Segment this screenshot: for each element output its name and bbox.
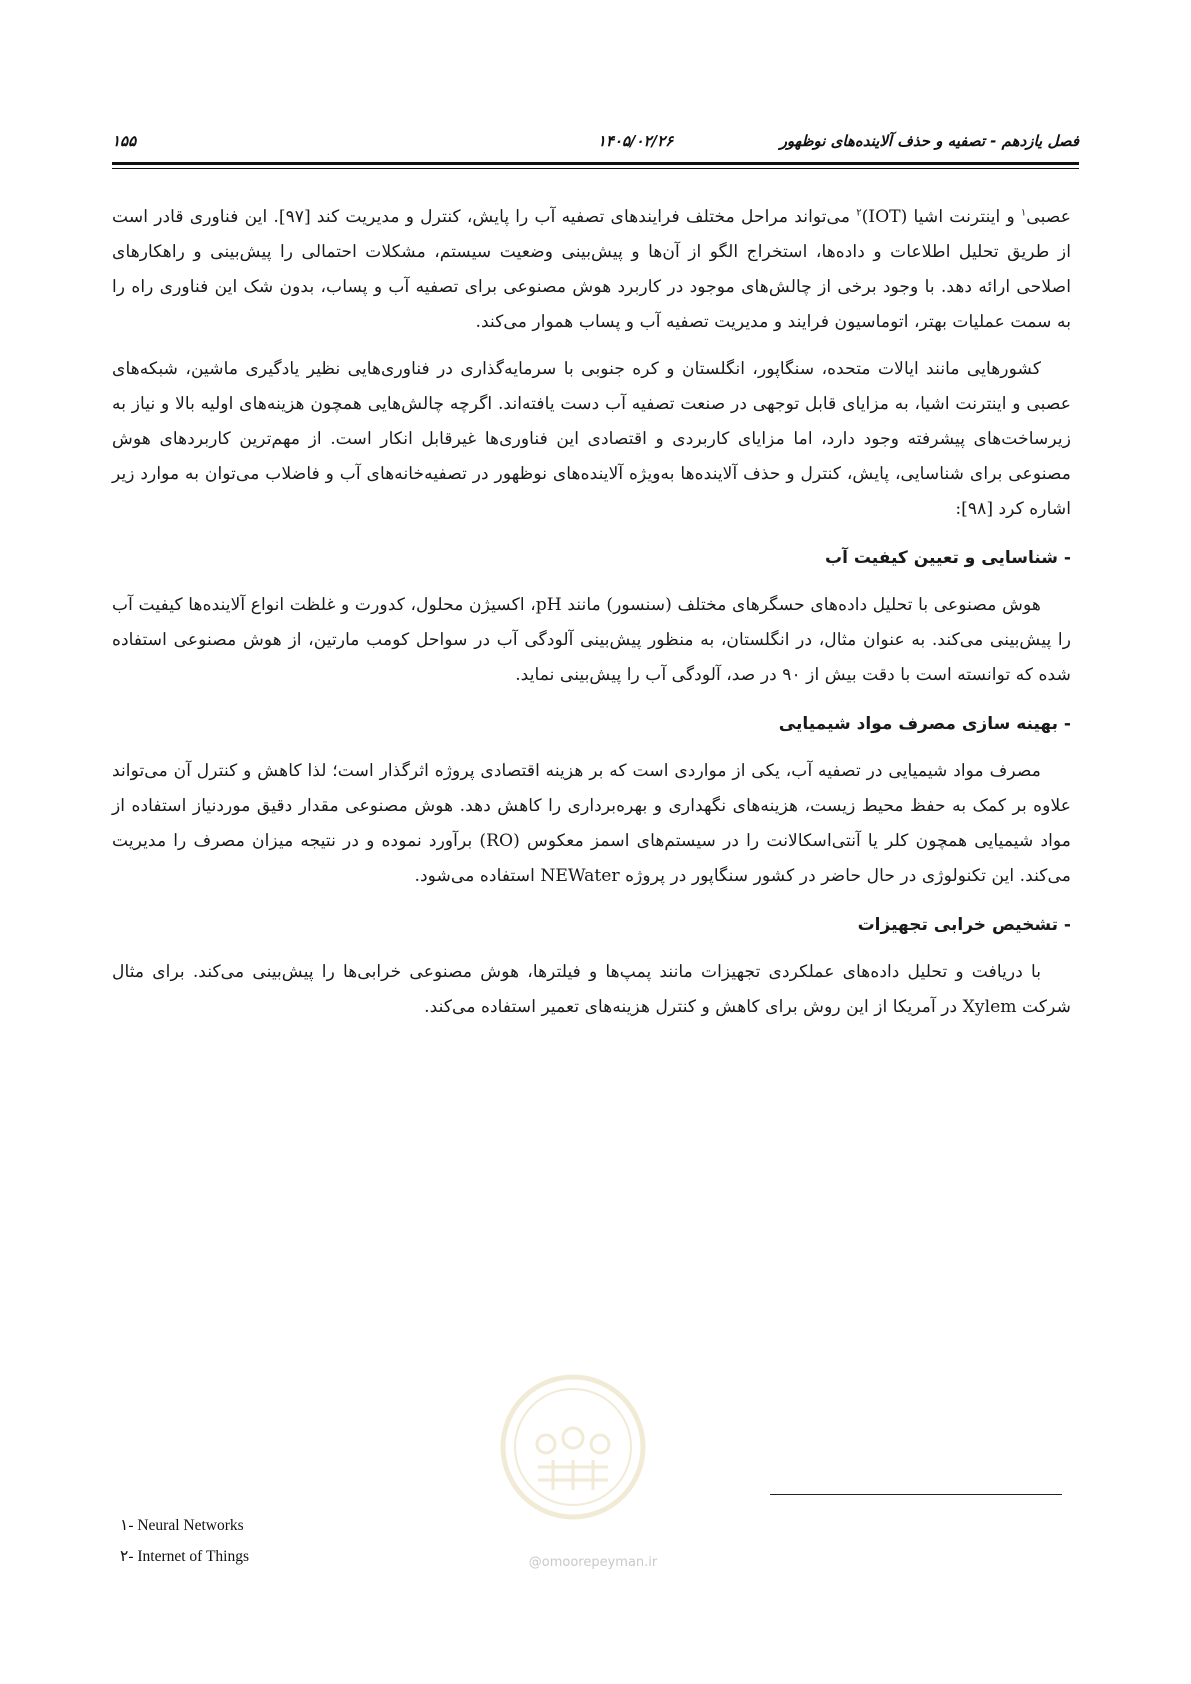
watermark-site: @omoorepeyman.ir xyxy=(528,1555,658,1570)
footnote-1: ۱- Neural Networks xyxy=(120,1517,244,1534)
watermark-seal-icon xyxy=(498,1372,648,1522)
header-date: ۱۴۰۵/۰۲/۲۶ xyxy=(597,132,674,150)
paragraph: عصبی$^۱$ و اینترنت اشیا (IOT)$^۲$ می‌تواند مراحل مختلف فرایندهای تصفیه آب را پایش، کنترل و مدیریت کند [۹۷]. این فناوری قادر است از طریق تحلیل اطلاعات و داده‌ها، استخراج الگو از آن‌ها و پیش‌بینی وضعیت سیستم، مشکلات احتمالی را پیش‌بینی و راهکارهای اصلاحی ارائه دهد. با وجود برخی از چالش‌های موجود در کاربرد هوش مصنوعی برای تصفیه آب و پساب، بدون شک این فناوری راه را به سمت عملیات بهتر، اتوماسیون فرایند و مدیریت تصفیه آب و پساب هموار می‌کند. xyxy=(112,207,1071,332)
section-heading: - تشخیص خرابی تجهیزات xyxy=(857,915,1071,935)
footnote-2: ۲- Internet of Things xyxy=(120,1548,249,1565)
paragraph: کشورهایی مانند ایالات متحده، سنگاپور، انگلستان و کره جنوبی با سرمایه‌گذاری در فناوری‌هایی نظیر یادگیری ماشین، شبکه‌های عصبی و اینترنت اشیا، به مزایای قابل توجهی در صنعت تصفیه آب دست یافته‌اند. اگرچه چالش‌هایی همچون هزینه‌های اولیه بالا و نیاز به زیرساخت‌های پیشرفته وجود دارد، اما مزایای کاربردی و اقتصادی این فناوری‌ها غیرقابل انکار است. از مهم‌ترین کاربردهای هوش مصنوعی برای شناسایی، پایش، کنترل و حذف آلاینده‌ها به‌ویژه آلاینده‌های نوظهور در تصفیه‌خانه‌های آب و فاضلاب می‌توان به موارد زیر اشاره کرد [۹۸]: xyxy=(112,359,1071,519)
section-heading: - شناسایی و تعیین کیفیت آب xyxy=(824,548,1071,568)
footnote-ref[interactable]: ۱ xyxy=(1020,207,1027,219)
paragraph: مصرف مواد شیمیایی در تصفیه آب، یکی از مواردی است که بر هزینه اقتصادی پروژه اثرگذار است؛ لذا کاهش و کنترل آن می‌تواند علاوه بر کمک به حفظ محیط زیست، هزینه‌های نگهداری و بهره‌برداری را کاهش دهد. هوش مصنوعی مقدار دقیق موردنیاز استفاده از مواد شیمیایی همچون کلر یا آنتی‌اسکالانت را در سیستم‌های اسمز معکوس (RO) برآورد نموده و در نتیجه میزان مصرف را مدیریت می‌کند. این تکنولوژی در حال حاضر در کشور سنگاپور در پروژه NEWater استفاده می‌شود. xyxy=(112,761,1071,886)
footnote-ref[interactable]: ۲ xyxy=(856,207,862,219)
chapter-title: فصل یازدهم - تصفیه و حذف آلاینده‌های نوظهور xyxy=(779,132,1079,150)
paragraph: هوش مصنوعی با تحلیل داده‌های حسگرهای مختلف (سنسور) مانند pH، اکسیژن محلول، کدورت و غلظت انواع آلاینده‌ها کیفیت آب را پیش‌بینی می‌کند. به عنوان مثال، در انگلستان، به منظور پیش‌بینی آلودگی آب در سواحل کومب مارتین، از هوش مصنوعی استفاده شده که توانسته است با دقت بیش از ۹۰ در صد، آلودگی آب را پیش‌بینی نماید. xyxy=(112,595,1071,685)
page-number: ۱۵۵ xyxy=(112,132,137,150)
paragraph: با دریافت و تحلیل داده‌های عملکردی تجهیزات مانند پمپ‌ها و فیلترها، هوش مصنوعی خرابی‌ها را پیش‌بینی می‌کند. برای مثال شرکت Xylem در آمریکا از این روش برای کاهش و کنترل هزینه‌های تعمیر استفاده می‌کند. xyxy=(112,962,1071,1017)
header-rule-thin xyxy=(112,168,1079,169)
page-header xyxy=(112,128,1079,154)
footnote-separator xyxy=(770,1494,1062,1495)
section-heading: - بهینه سازی مصرف مواد شیمیایی xyxy=(778,714,1071,734)
footnotes xyxy=(120,1510,249,1572)
header-rule-thick xyxy=(112,162,1079,165)
page-body xyxy=(112,200,1071,1037)
